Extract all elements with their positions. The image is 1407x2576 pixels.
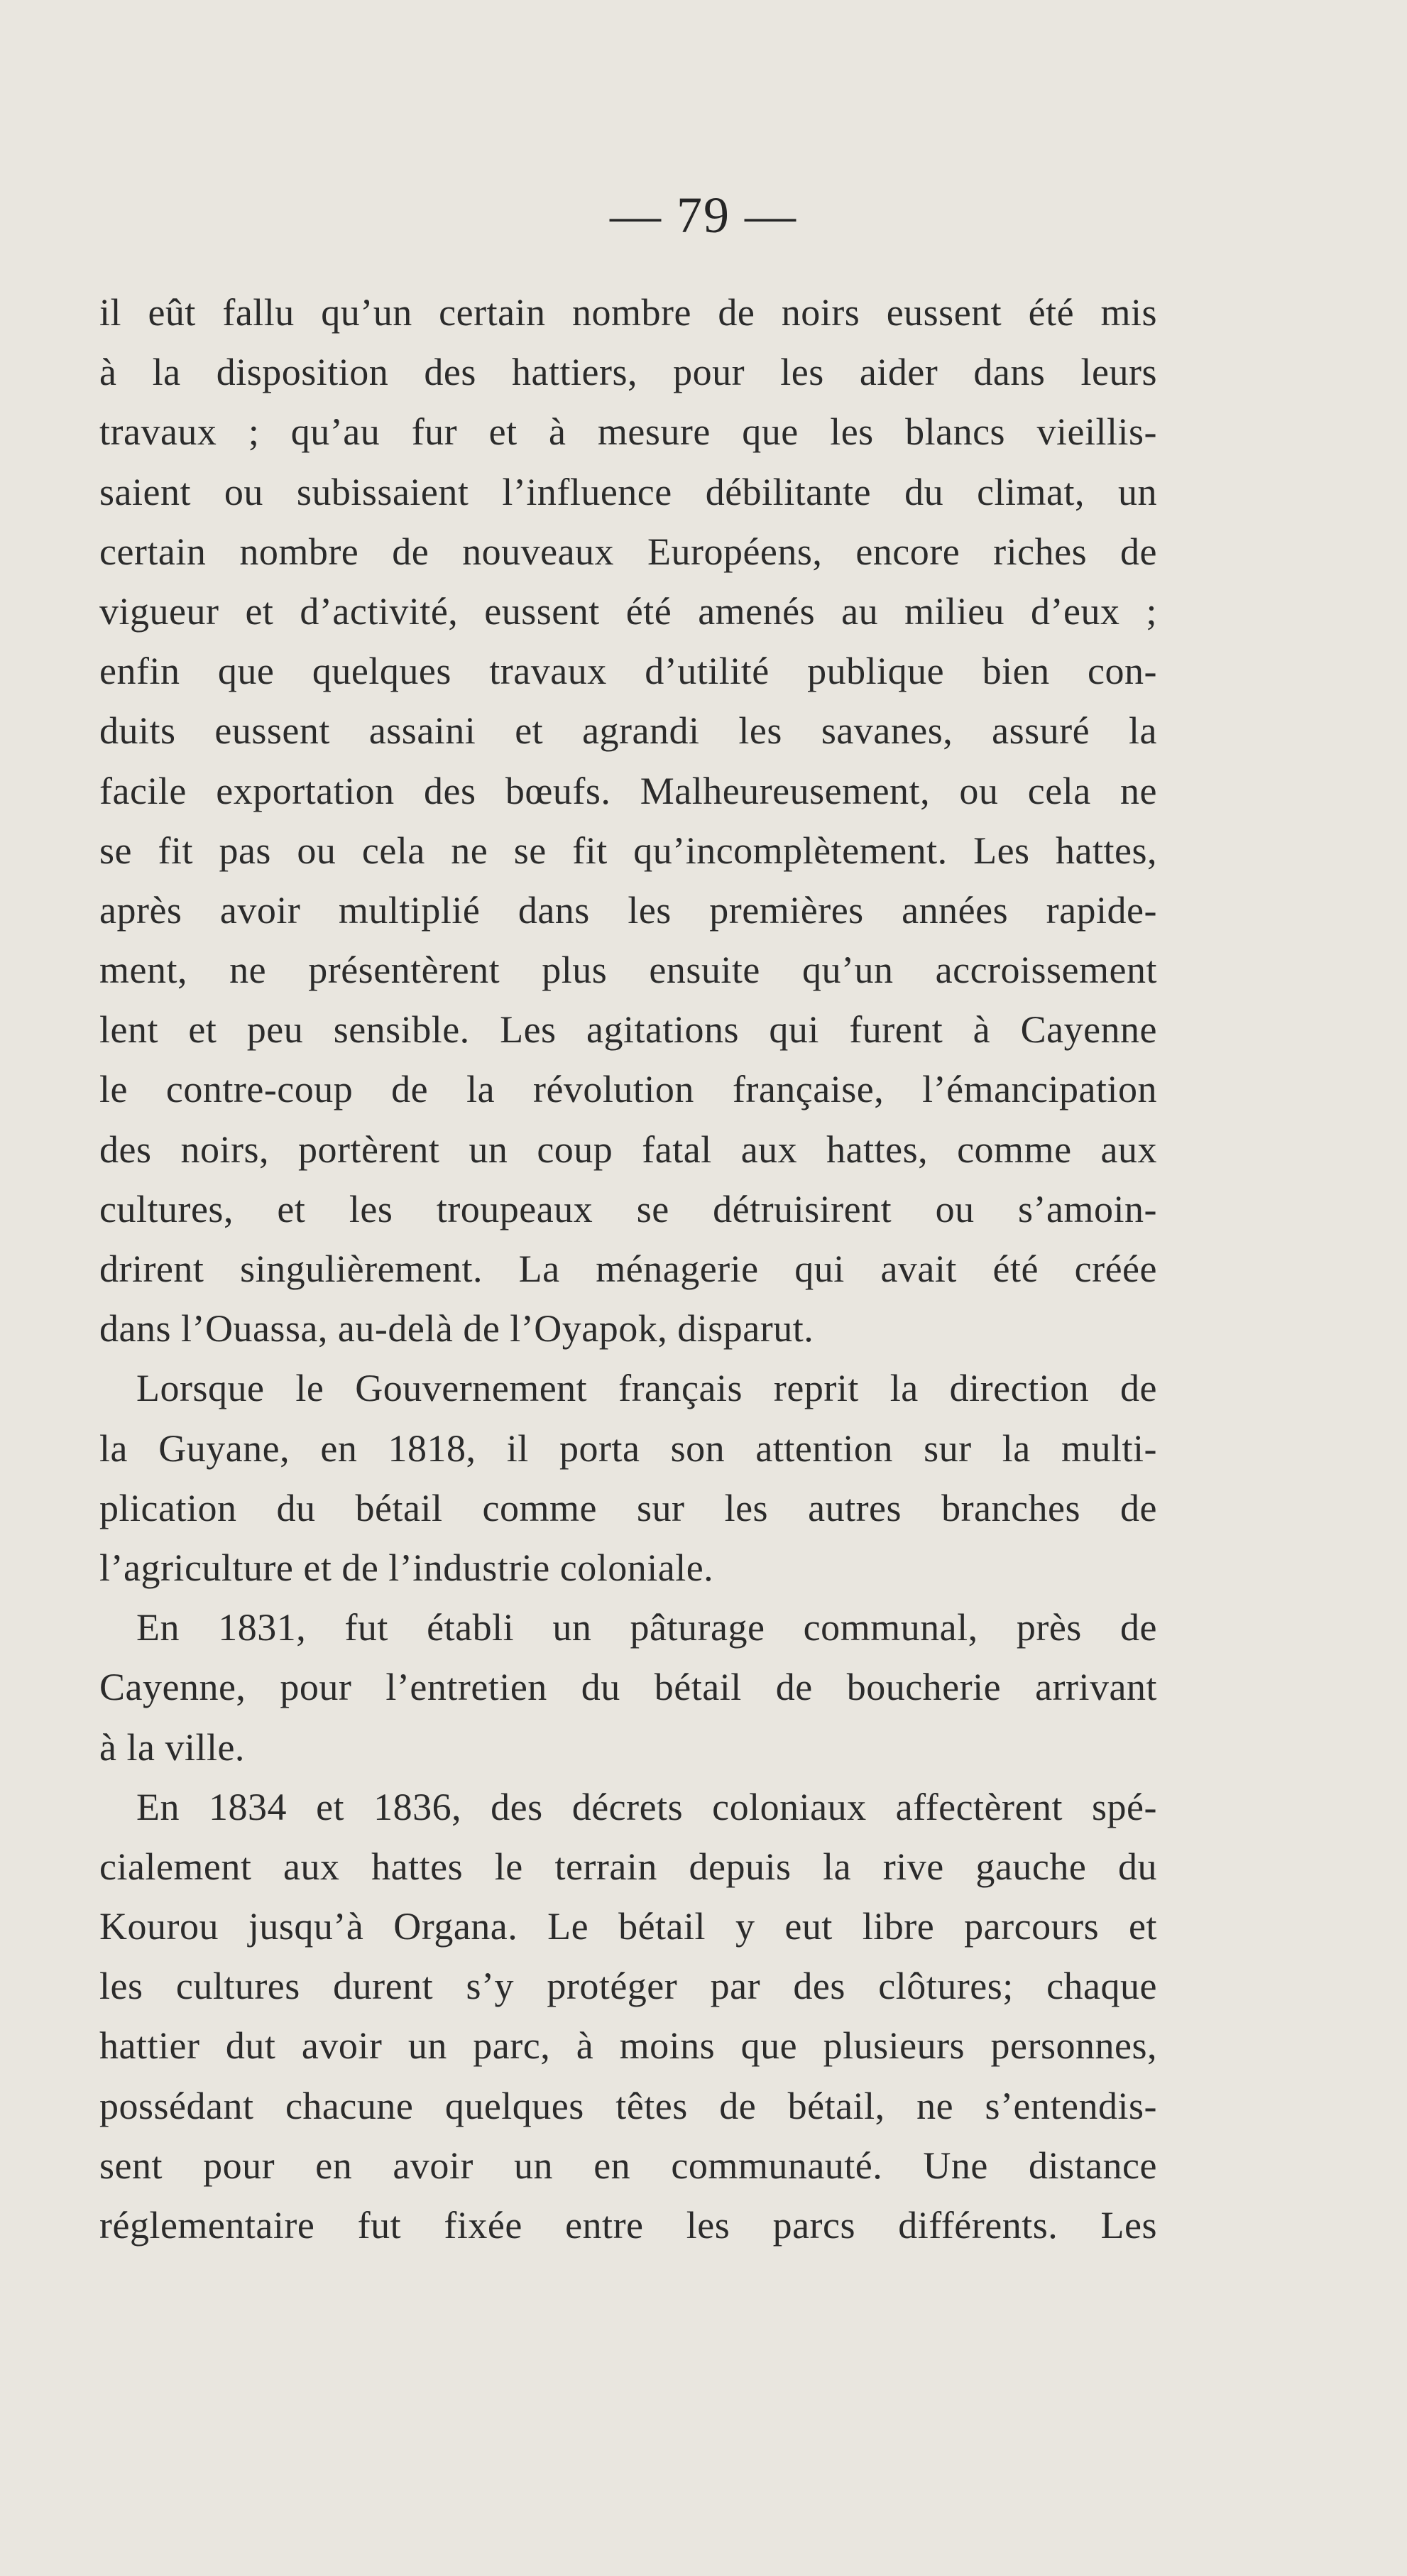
text-line: lent et peu sensible. Les agitations qui furent à Cayenne bbox=[99, 1008, 1157, 1052]
text-line: le contre-coup de la révolution française, l’émancipation bbox=[99, 1068, 1157, 1111]
page-number: — 79 — bbox=[610, 187, 797, 244]
text-line: Cayenne, pour l’entretien du bétail de boucherie arrivant bbox=[99, 1666, 1157, 1709]
text-line: certain nombre de nouveaux Européens, encore riches de bbox=[99, 530, 1157, 573]
text-line: la Guyane, en 1818, il porta son attention sur la multi- bbox=[99, 1426, 1157, 1470]
text-line: hattier dut avoir un parc, à moins que plusieurs personnes, bbox=[99, 2024, 1157, 2068]
text-line: l’agriculture et de l’industrie coloniale. bbox=[99, 1546, 714, 1589]
text-line: plication du bétail comme sur les autres branches de bbox=[99, 1486, 1157, 1529]
text-line: enfin que quelques travaux d’utilité publique bien con- bbox=[99, 650, 1157, 693]
text-line: cultures, et les troupeaux se détruisirent ou s’amoin- bbox=[99, 1187, 1157, 1230]
text-line: En 1834 et 1836, des décrets coloniaux affectèrent spé- bbox=[136, 1785, 1157, 1828]
text-line: facile exportation des bœufs. Malheureusement, ou cela ne bbox=[99, 769, 1157, 812]
text-line: à la disposition des hattiers, pour les aider dans leurs bbox=[99, 351, 1157, 394]
text-line: il eût fallu qu’un certain nombre de noirs eussent été mis bbox=[99, 291, 1157, 334]
text-line: En 1831, fut établi un pâturage communal, près de bbox=[136, 1606, 1157, 1649]
text-line: saient ou subissaient l’influence débilitante du climat, un bbox=[99, 470, 1157, 513]
text-line: après avoir multiplié dans les premières années rapide- bbox=[99, 888, 1157, 932]
text-line: se fit pas ou cela ne se fit qu’incomplètement. Les hattes, bbox=[99, 829, 1157, 872]
text-line: Kourou jusqu’à Organa. Le bétail y eut libre parcours et bbox=[99, 1905, 1157, 1948]
text-line: à la ville. bbox=[99, 1725, 245, 1769]
text-line: cialement aux hattes le terrain depuis la rive gauche du bbox=[99, 1845, 1157, 1888]
text-line: dans l’Ouassa, au-delà de l’Oyapok, disparut. bbox=[99, 1307, 814, 1350]
text-line: possédant chacune quelques têtes de bétail, ne s’entendis- bbox=[99, 2084, 1157, 2127]
text-line: réglementaire fut fixée entre les parcs différents. Les bbox=[99, 2204, 1157, 2247]
text-line: duits eussent assaini et agrandi les savanes, assuré la bbox=[99, 709, 1157, 753]
text-line: drirent singulièrement. La ménagerie qui avait été créée bbox=[99, 1248, 1157, 1290]
body-text bbox=[99, 283, 1157, 2255]
text-line: ment, ne présentèrent plus ensuite qu’un accroissement bbox=[99, 949, 1157, 992]
text-line: des noirs, portèrent un coup fatal aux hattes, comme aux bbox=[99, 1128, 1157, 1171]
text-line: sent pour en avoir un en communauté. Une distance bbox=[99, 2144, 1157, 2187]
text-line: travaux ; qu’au fur et à mesure que les blancs vieillis- bbox=[99, 410, 1157, 454]
text-line: Lorsque le Gouvernement français reprit la direction de bbox=[136, 1367, 1157, 1410]
text-line: les cultures durent s’y protéger par des clôtures; chaque bbox=[99, 1965, 1157, 2008]
text-line: vigueur et d’activité, eussent été amenés au milieu d’eux ; bbox=[99, 589, 1157, 633]
